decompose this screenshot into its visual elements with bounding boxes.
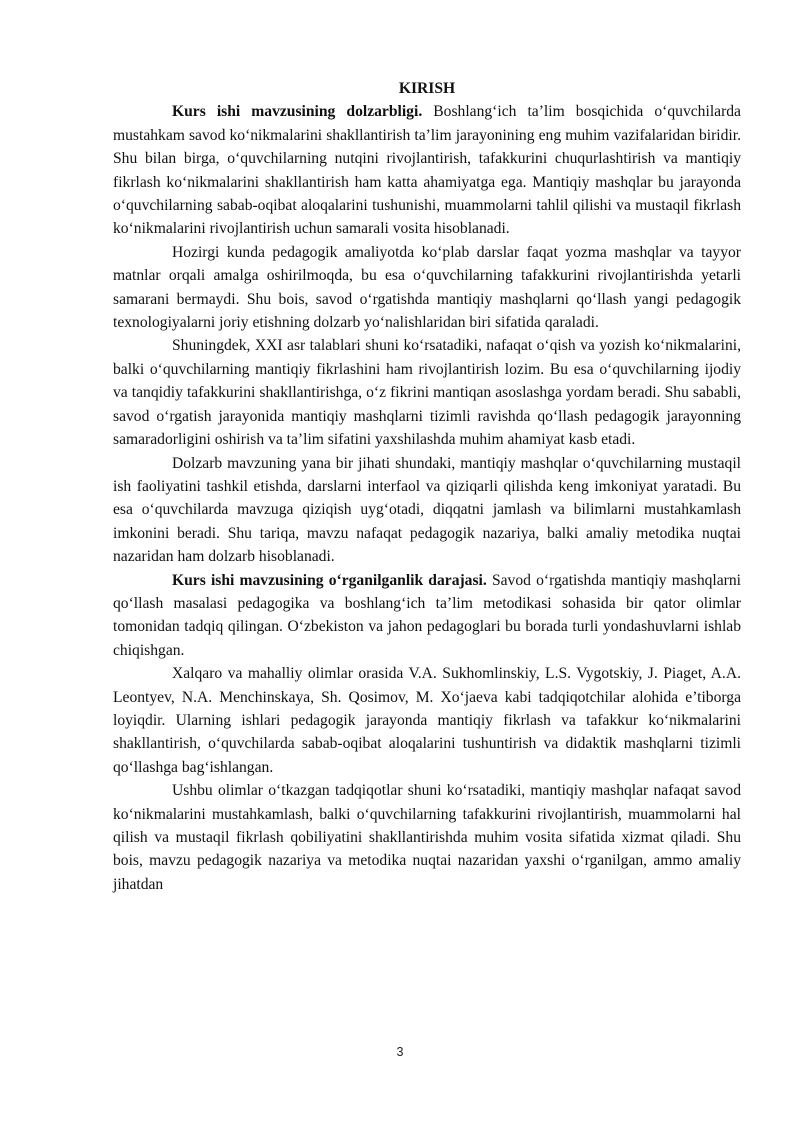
section-heading: KIRISH (398, 80, 456, 97)
paragraph-text: Hozirgi kunda pedagogik amaliyotda ko‘plab darslar faqat yozma mashqlar va tayyor matnlar orqali amalga oshirilmoqda, bu esa o‘quvchilarning tafakkurini rivojlantirishda yetarli samarani bermaydi. Shu bois, savod o‘rgatishda mantiqiy mashqlarni qo‘llash yangi pedagogik texnologiyalarni joriy etishning dolzarb yo‘nalishlaridan biri sifatida qaraladi. (113, 243, 741, 332)
paragraph-text: Savod o‘rgatishda mantiqiy mashqlarni qo‘llash masalasi pedagogika va boshlang‘ich ta’lim metodikasi sohasida bir qator olimlar tomonidan tadqiq qilingan. O‘zbekiston va jahon pedagoglari bu borada turli yondashuvlarni ishlab chiqishgan. (113, 571, 741, 659)
paragraph-research-level (113, 569, 741, 663)
paragraph-current-practice (113, 241, 741, 335)
page-number: 3 (396, 1045, 404, 1059)
paragraph-research-findings (113, 779, 741, 896)
paragraph-text: Ushbu olimlar o‘tkazgan tadqiqotlar shuni ko‘rsatadiki, mantiqiy mashqlar nafaqat savod ko‘nikmalarini mustahkamlash, balki o‘quvchilarning tafakkurini rivojlantirish, muammolarni hal qilish va mustaqil fikrlash qobiliyatini shakllantirishda muhim vosita sifatida xizmat qiladi. Shu bois, mavzu pedagogik nazariya va metodika nuqtai nazaridan yaxshi o‘rganilgan, ammo amaliy jihatdan (113, 782, 741, 893)
paragraph-text: Boshlang‘ich ta’lim bosqichida o‘quvchilarda mustahkam savod ko‘nikmalarini shakllantirish ta’lim jarayonining eng muhim vazifalaridan biridir. Shu bilan birga, o‘quvchilarning nutqini rivojlantirish, tafakkurini chuqurlashtirish va mantiqiy fikrlash ko‘nikmalarini shakllantirish ham katta ahamiyatga ega. Mantiqiy mashqlar bu jarayonda o‘quvchilarning sabab-oqibat aloqalarini tushunishi, muammolarni tahlil qilishi va mustaqil fikrlash ko‘nikmalarini rivojlantirish uchun samarali vosita hisoblanadi. (113, 103, 741, 238)
paragraph-text: Xalqaro va mahalliy olimlar orasida V.A. Sukhomlinskiy, L.S. Vygotskiy, J. Piaget, A.A. Leontyev, N.A. Menchinskaya, Sh. Qosimov, M. Xo‘jaeva kabi tadqiqotchilar alohida e’tiborga loyiqdir. Ularning ishlari pedagogik jarayonda mantiqiy fikrlash va tafakkur ko‘nikmalarini shakllantirish, o‘quvchilarda sabab-oqibat aloqalarini tushuntirish va didaktik mashqlarni tizimli qo‘llashga bag‘ishlangan. (113, 665, 741, 776)
paragraph-text: Shuningdek, XXI asr talablari shuni ko‘rsatadiki, nafaqat o‘qish va yozish ko‘nikmalarini, balki o‘quvchilarning mantiqiy fikrlashini ham rivojlantirish lozim. Bu esa o‘quvchilarning ijodiy va tanqidiy tafakkurini shakllantirishga, o‘z fikrini mantiqan asoslashga yordam beradi. Shu sababli, savod o‘rgatish jarayonida mantiqiy mashqlarni tizimli ravishda qo‘llash pedagogik jarayonning samaradorligini oshirish va ta’lim sifatini yaxshilashda muhim ahamiyat kasb etadi. (113, 337, 741, 449)
paragraph-scholars (113, 662, 741, 779)
paragraph-lead: Kurs ishi mavzusining o‘rganilganlik darajasi. (172, 571, 487, 589)
paragraph-lead: Kurs ishi mavzusining dolzarbligi. (172, 103, 423, 121)
paragraph-21st-century (113, 334, 741, 451)
paragraph-text: Dolzarb mavzuning yana bir jihati shundaki, mantiqiy mashqlar o‘quvchilarning mustaqil ish faoliyatini tashkil etishda, darslarni interfaol va qiziqarli qilishda keng imkoniyat yaratadi. Bu esa o‘quvchilarda mavzuga qiziqish uyg‘otadi, diqqatni jamlash va bilimlarni mustahkamlash imkonini beradi. Shu tariqa, mavzu nafaqat pedagogik nazariya, balki amaliy metodika nuqtai nazaridan ham dolzarb hisoblanadi. (113, 454, 741, 566)
document-body (113, 77, 741, 896)
paragraph-relevance-aspect (113, 452, 741, 569)
paragraph-relevance (113, 100, 741, 240)
